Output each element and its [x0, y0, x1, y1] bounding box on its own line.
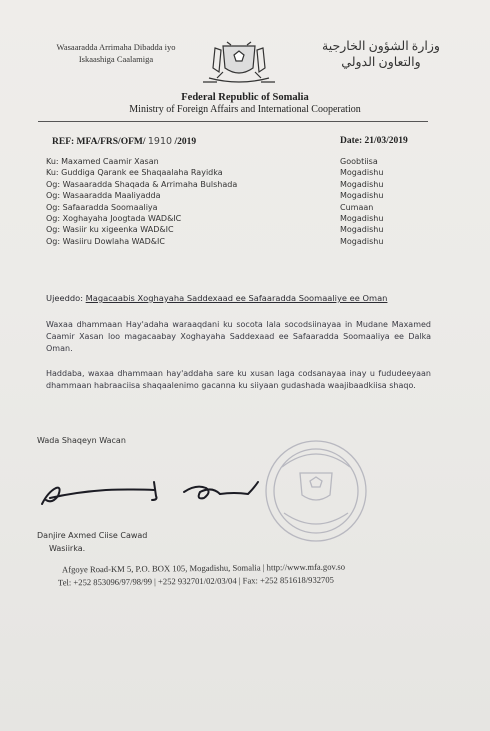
- ref-handwritten-number: 1910: [147, 136, 173, 147]
- header-somali-ministry: [36, 41, 196, 65]
- reference-number: [52, 136, 196, 147]
- recipient-name: Og: Xoghayaha Joogtada WAD&IC: [46, 213, 182, 223]
- recipient-list: [46, 157, 436, 248]
- recipient-location: Mogadishu: [340, 213, 384, 223]
- body-paragraph-1: Waxaa dhammaan Hay'adaha waraaqdani ku socota lala socodsiinayaa in Mudane Maxamed Caamir Xasan loo magacaabay Xoghayaha Saddexaad ee Safaaradda Soomaaliya ee Dalka Oman.: [46, 320, 431, 353]
- recipient-row: [46, 157, 436, 168]
- signer-name: Danjire Axmed Ciise Cawad: [37, 531, 148, 540]
- closing-greeting: Wada Shaqeyn Wacan: [37, 436, 126, 445]
- official-stamp: [262, 437, 370, 545]
- recipient-location: Mogadishu: [340, 179, 384, 189]
- recipient-row: [46, 168, 436, 179]
- recipient-location: Cumaan: [340, 202, 374, 212]
- subject-text: Magacaabis Xoghayaha Saddexaad ee Safaaradda Soomaaliye ee Oman: [85, 293, 388, 303]
- header-left-line1: Wasaaradda Arrimaha Dibadda iyo: [56, 42, 176, 52]
- subject-line: [46, 293, 387, 303]
- header-right-line2: والتعاون الدولي: [341, 55, 421, 69]
- recipient-location: Mogadishu: [340, 168, 384, 178]
- recipient-name: Ku: Maxamed Caamir Xasan: [46, 157, 159, 166]
- recipient-location: Mogadishu: [340, 191, 384, 201]
- recipient-name: Og: Wasiir ku xigeenka WAD&IC: [46, 225, 174, 235]
- republic-title: Federal Republic of Somalia: [181, 92, 309, 103]
- body-paragraph-2: Haddaba, waxaa dhammaan hay'addaha sare ku xusan laga codsanayaa inay u fududeeyaan dhammaan habraaciisa shaqaalenimo gacanna ku siiyaan gudashada waajibaadkiisa shaqo.: [46, 369, 431, 390]
- ministry-title: Ministry of Foreign Affairs and International Cooperation: [129, 104, 361, 115]
- footer-address: Afgoye Road-KM 5, P.O. BOX 105, Mogadishu, Somalia | http://www.mfa.gov.so: [61, 561, 346, 575]
- recipient-row: [46, 214, 436, 225]
- recipient-name: Og: Wasaaradda Maaliyadda: [46, 191, 161, 201]
- header-right-line1: وزارة الشؤون الخارجية: [322, 39, 440, 53]
- recipient-row: [46, 180, 436, 191]
- recipient-row: [46, 203, 436, 214]
- recipient-name: Ku: Guddiga Qarank ee Shaqaalaha Rayidka: [46, 168, 223, 178]
- header-divider: [38, 121, 428, 122]
- header-arabic-ministry: [316, 38, 446, 70]
- recipient-row: [46, 225, 436, 236]
- handwritten-signature: [36, 470, 266, 510]
- header-left-line2: Iskaashiga Caalamiga: [78, 54, 154, 64]
- recipient-location: Goobtiisa: [340, 157, 378, 166]
- recipient-row: [46, 237, 436, 248]
- recipient-name: Og: Wasaaradda Shaqada & Arrimaha Bulshada: [46, 179, 238, 189]
- letter-date: Date: 21/03/2019: [340, 136, 408, 146]
- ref-year: /2019: [174, 137, 197, 147]
- recipient-name: Og: Wasiiru Dowlaha WAD&IC: [46, 236, 165, 246]
- subject-label: Ujeeddo:: [46, 293, 86, 303]
- recipient-name: Og: Safaaradda Soomaaliya: [46, 202, 158, 212]
- coat-of-arms-emblem: [193, 38, 285, 90]
- ref-prefix: REF: MFA/FRS/OFM/: [52, 137, 146, 147]
- signer-title: Wasiirka.: [49, 544, 86, 553]
- recipient-location: Mogadishu: [340, 236, 384, 246]
- recipient-row: [46, 191, 436, 202]
- footer-contacts: Tel: +252 853096/97/98/99 | +252 932701/02/03/04 | Fax: +252 851618/932705: [57, 574, 334, 588]
- recipient-location: Mogadishu: [340, 225, 384, 235]
